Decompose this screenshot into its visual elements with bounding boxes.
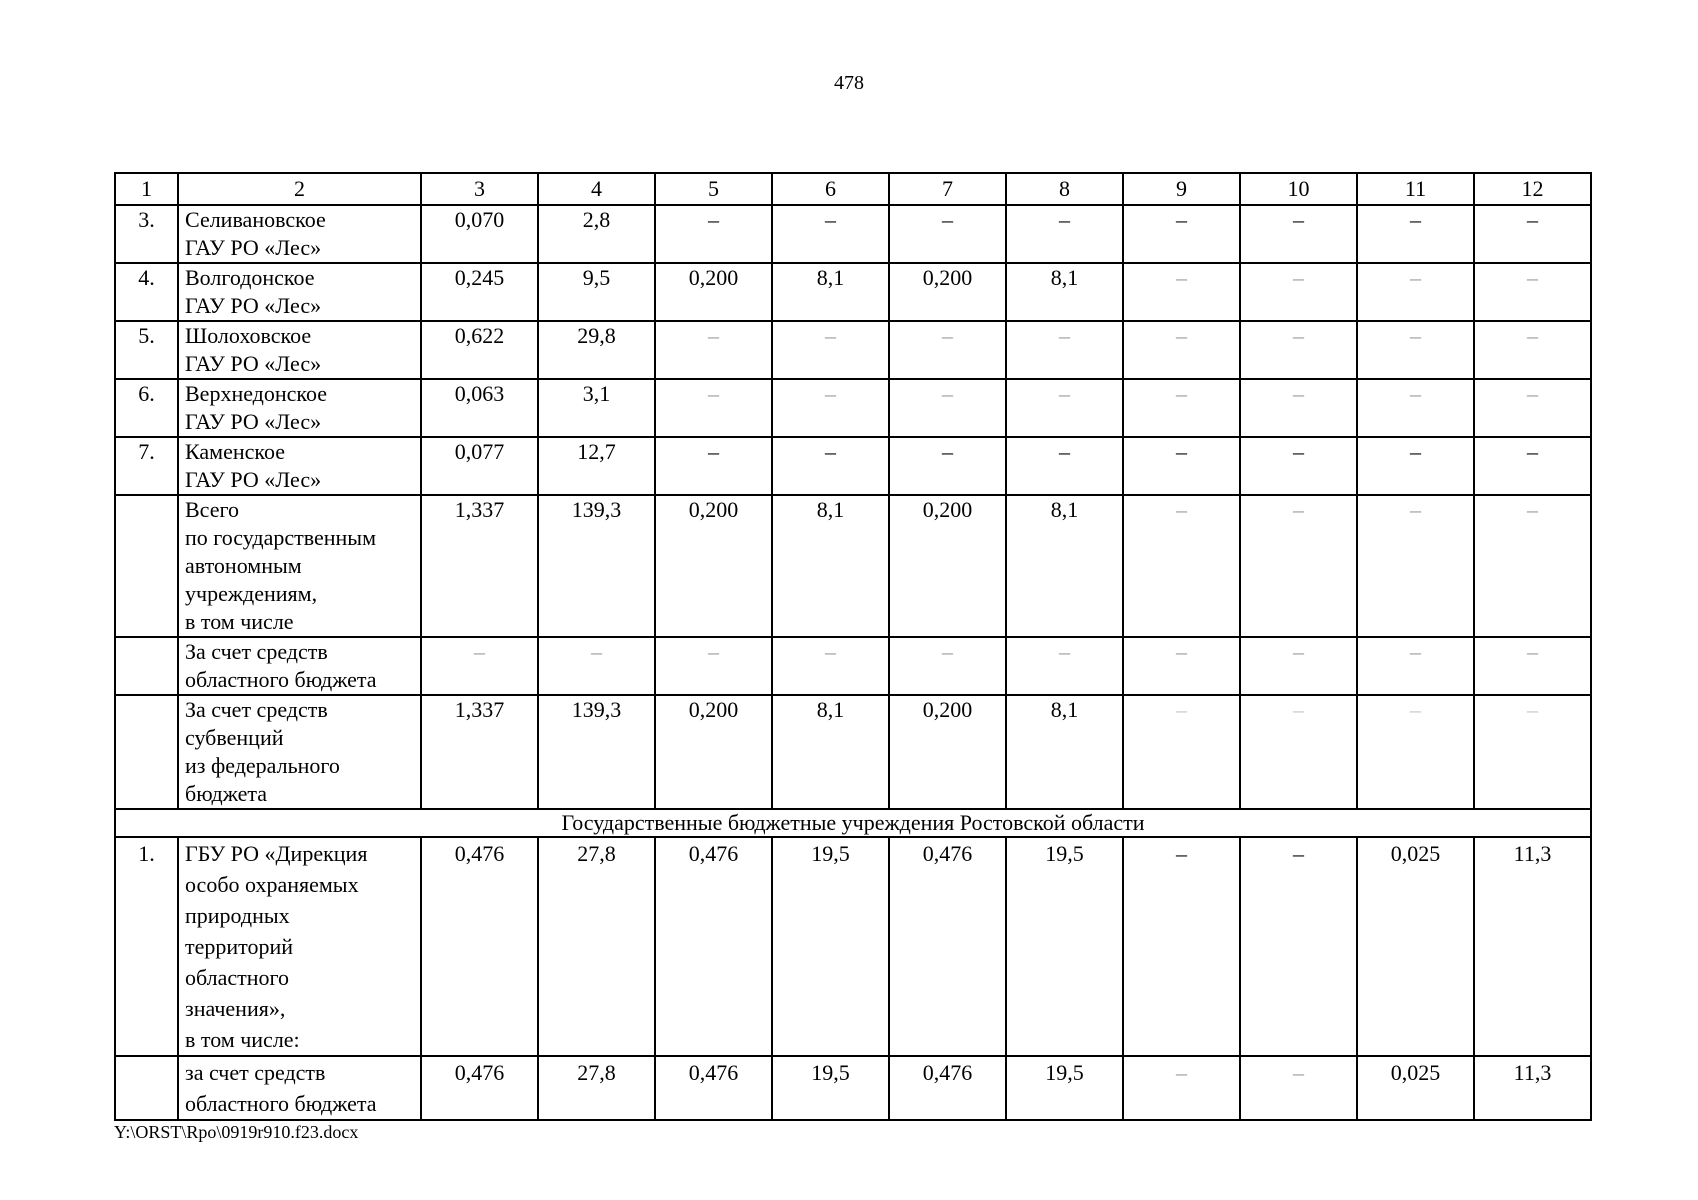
value-cell: 12,7 <box>538 437 655 495</box>
value-cell: 139,3 <box>538 495 655 637</box>
value-cell: 29,8 <box>538 321 655 379</box>
value-cell: 9,5 <box>538 263 655 321</box>
value-cell: – <box>1123 263 1240 321</box>
value-cell: 0,476 <box>889 837 1006 1056</box>
value-cell: 0,077 <box>421 437 538 495</box>
value-cell: 0,070 <box>421 205 538 263</box>
value-cell: 19,5 <box>772 1056 889 1120</box>
value-cell: – <box>1123 837 1240 1056</box>
value-cell: – <box>1357 695 1474 809</box>
value-cell: – <box>772 637 889 695</box>
value-cell: – <box>655 205 772 263</box>
value-cell: – <box>655 321 772 379</box>
value-cell: 8,1 <box>772 263 889 321</box>
value-cell: – <box>1006 437 1123 495</box>
value-cell: – <box>1240 437 1357 495</box>
value-cell: 0,476 <box>655 837 772 1056</box>
row-name: Селивановское ГАУ РО «Лес» <box>178 205 421 263</box>
value-cell: – <box>1474 495 1591 637</box>
section-row <box>115 809 1591 837</box>
value-cell: – <box>1123 495 1240 637</box>
value-cell: 0,200 <box>889 695 1006 809</box>
value-cell: 0,200 <box>889 495 1006 637</box>
value-cell: 2,8 <box>538 205 655 263</box>
value-cell: – <box>1474 695 1591 809</box>
page-number: 478 <box>834 72 864 94</box>
value-cell: – <box>655 637 772 695</box>
value-cell: – <box>1123 379 1240 437</box>
value-cell: – <box>1474 379 1591 437</box>
value-cell: 27,8 <box>538 837 655 1056</box>
value-cell: 0,476 <box>889 1056 1006 1120</box>
value-cell: 0,622 <box>421 321 538 379</box>
value-cell: 139,3 <box>538 695 655 809</box>
row-number <box>115 1056 178 1120</box>
value-cell: 19,5 <box>1006 837 1123 1056</box>
value-cell: – <box>1240 321 1357 379</box>
header-cell: 6 <box>772 173 889 205</box>
value-cell: – <box>1357 379 1474 437</box>
value-cell: – <box>1474 321 1591 379</box>
row-name: За счет средств субвенций из федерального бюджета <box>178 695 421 809</box>
value-cell: – <box>1474 205 1591 263</box>
value-cell: – <box>772 205 889 263</box>
table-row <box>115 263 1591 321</box>
table-row <box>115 321 1591 379</box>
value-cell: 0,476 <box>421 1056 538 1120</box>
value-cell: – <box>1123 1056 1240 1120</box>
value-cell: – <box>1474 437 1591 495</box>
value-cell: 0,063 <box>421 379 538 437</box>
header-cell: 3 <box>421 173 538 205</box>
table-row <box>115 379 1591 437</box>
header-cell: 12 <box>1474 173 1591 205</box>
value-cell: 0,476 <box>421 837 538 1056</box>
value-cell: – <box>1006 205 1123 263</box>
header-cell: 9 <box>1123 173 1240 205</box>
value-cell: – <box>772 437 889 495</box>
data-table <box>114 172 1592 1121</box>
value-cell: 1,337 <box>421 495 538 637</box>
header-cell: 2 <box>178 173 421 205</box>
row-number <box>115 637 178 695</box>
value-cell: – <box>1357 205 1474 263</box>
value-cell: 0,200 <box>889 263 1006 321</box>
row-name: Верхнедонское ГАУ РО «Лес» <box>178 379 421 437</box>
header-cell: 10 <box>1240 173 1357 205</box>
value-cell: 0,025 <box>1357 837 1474 1056</box>
file-path-footer: Y:\ORST\Rpo\0919r910.f23.docx <box>114 1122 359 1142</box>
value-cell: – <box>421 637 538 695</box>
value-cell: – <box>655 437 772 495</box>
table-row <box>115 205 1591 263</box>
value-cell: – <box>889 637 1006 695</box>
value-cell: – <box>655 379 772 437</box>
section-title: Государственные бюджетные учреждения Ростовской области <box>115 809 1591 837</box>
value-cell: – <box>1123 637 1240 695</box>
value-cell: – <box>1357 321 1474 379</box>
value-cell: – <box>1240 379 1357 437</box>
table-row <box>115 695 1591 809</box>
value-cell: – <box>772 379 889 437</box>
value-cell: 8,1 <box>1006 495 1123 637</box>
row-name: за счет средств областного бюджета <box>178 1056 421 1120</box>
value-cell: 0,200 <box>655 495 772 637</box>
value-cell: – <box>1474 637 1591 695</box>
header-cell: 11 <box>1357 173 1474 205</box>
value-cell: – <box>889 321 1006 379</box>
header-cell: 4 <box>538 173 655 205</box>
value-cell: – <box>1357 495 1474 637</box>
header-cell: 5 <box>655 173 772 205</box>
row-name: Волгодонское ГАУ РО «Лес» <box>178 263 421 321</box>
row-name: Шолоховское ГАУ РО «Лес» <box>178 321 421 379</box>
value-cell: – <box>538 637 655 695</box>
row-name: Всего по государственным автономным учреждениям, в том числе <box>178 495 421 637</box>
value-cell: – <box>889 205 1006 263</box>
value-cell: 19,5 <box>1006 1056 1123 1120</box>
value-cell: – <box>1123 205 1240 263</box>
row-number: 5. <box>115 321 178 379</box>
row-number <box>115 495 178 637</box>
value-cell: – <box>1240 205 1357 263</box>
value-cell: 11,3 <box>1474 837 1591 1056</box>
value-cell: 27,8 <box>538 1056 655 1120</box>
value-cell: 8,1 <box>772 695 889 809</box>
value-cell: 3,1 <box>538 379 655 437</box>
value-cell: 0,200 <box>655 263 772 321</box>
header-row <box>115 173 1591 205</box>
value-cell: – <box>1357 437 1474 495</box>
value-cell: 8,1 <box>1006 695 1123 809</box>
header-cell: 1 <box>115 173 178 205</box>
row-name: За счет средств областного бюджета <box>178 637 421 695</box>
header-cell: 7 <box>889 173 1006 205</box>
value-cell: 19,5 <box>772 837 889 1056</box>
row-name: ГБУ РО «Дирекция особо охраняемых природных территорий областного значения», в том числе: <box>178 837 421 1056</box>
value-cell: 8,1 <box>772 495 889 637</box>
table-row <box>115 437 1591 495</box>
value-cell: – <box>1240 837 1357 1056</box>
value-cell: 0,245 <box>421 263 538 321</box>
value-cell: – <box>889 437 1006 495</box>
value-cell: – <box>1240 263 1357 321</box>
header-cell: 8 <box>1006 173 1123 205</box>
value-cell: 0,200 <box>655 695 772 809</box>
value-cell: 1,337 <box>421 695 538 809</box>
value-cell: – <box>1240 695 1357 809</box>
value-cell: – <box>772 321 889 379</box>
value-cell: – <box>1474 263 1591 321</box>
value-cell: 0,476 <box>655 1056 772 1120</box>
value-cell: – <box>1357 637 1474 695</box>
row-name: Каменское ГАУ РО «Лес» <box>178 437 421 495</box>
value-cell: 11,3 <box>1474 1056 1591 1120</box>
value-cell: – <box>1357 263 1474 321</box>
table-row <box>115 637 1591 695</box>
value-cell: – <box>1240 637 1357 695</box>
value-cell: – <box>1123 321 1240 379</box>
table-row <box>115 495 1591 637</box>
row-number: 6. <box>115 379 178 437</box>
value-cell: – <box>1240 495 1357 637</box>
value-cell: – <box>889 379 1006 437</box>
row-number: 1. <box>115 837 178 1056</box>
value-cell: – <box>1240 1056 1357 1120</box>
row-number <box>115 695 178 809</box>
row-number: 3. <box>115 205 178 263</box>
value-cell: – <box>1123 437 1240 495</box>
value-cell: – <box>1006 379 1123 437</box>
value-cell: 8,1 <box>1006 263 1123 321</box>
row-number: 7. <box>115 437 178 495</box>
table-row <box>115 1056 1591 1120</box>
row-number: 4. <box>115 263 178 321</box>
value-cell: – <box>1006 637 1123 695</box>
value-cell: 0,025 <box>1357 1056 1474 1120</box>
table-row <box>115 837 1591 1056</box>
value-cell: – <box>1006 321 1123 379</box>
value-cell: – <box>1123 695 1240 809</box>
